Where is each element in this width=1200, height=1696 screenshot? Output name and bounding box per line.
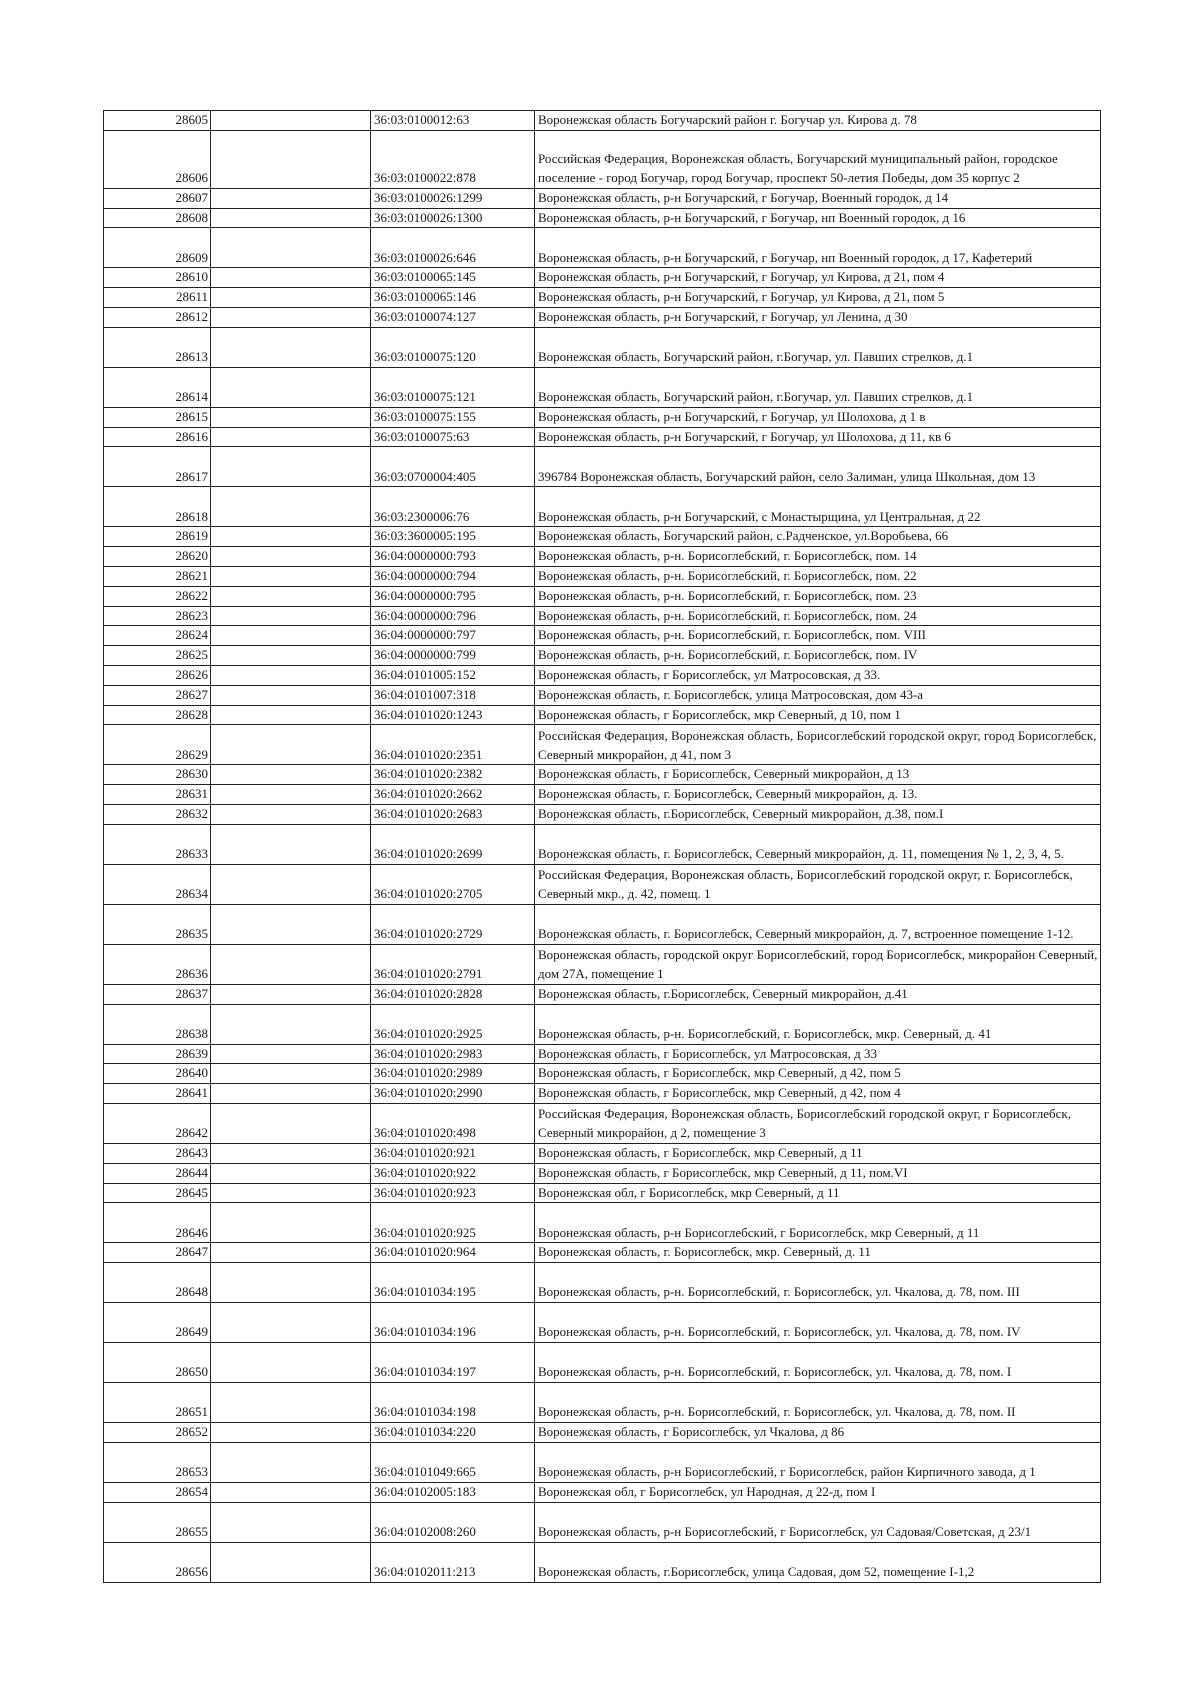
cadastral-number: 36:04:0101020:2791 — [371, 944, 535, 984]
address: Воронежская область, р-н. Борисоглебский, г. Борисоглебск, ул. Чкалова, д. 78, пом. IV — [535, 1303, 1101, 1343]
empty-cell — [211, 586, 371, 606]
empty-cell — [211, 1263, 371, 1303]
empty-cell — [211, 665, 371, 685]
address: Воронежская область, г. Борисоглебск, Северный микрорайон, д. 13. — [535, 785, 1101, 805]
empty-cell — [211, 765, 371, 785]
table-row — [104, 984, 1101, 1004]
row-number: 28652 — [104, 1423, 211, 1443]
cadastral-number: 36:03:0100075:120 — [371, 327, 535, 367]
empty-cell — [211, 327, 371, 367]
empty-cell — [211, 864, 371, 904]
table-row — [104, 407, 1101, 427]
row-number: 28655 — [104, 1502, 211, 1542]
row-number: 28644 — [104, 1163, 211, 1183]
empty-cell — [211, 606, 371, 626]
row-number: 28629 — [104, 725, 211, 765]
empty-cell — [211, 1383, 371, 1423]
address: Воронежская область, г Борисоглебск, мкр Северный, д 42, пом 5 — [535, 1064, 1101, 1084]
empty-cell — [211, 1482, 371, 1502]
row-number: 28645 — [104, 1183, 211, 1203]
table-row — [104, 665, 1101, 685]
table-row — [104, 1383, 1101, 1423]
cadastral-number: 36:03:0100026:1300 — [371, 208, 535, 228]
table-row — [104, 646, 1101, 666]
empty-cell — [211, 268, 371, 288]
row-number: 28619 — [104, 527, 211, 547]
empty-cell — [211, 1303, 371, 1343]
cadastral-number: 36:04:0000000:794 — [371, 566, 535, 586]
table-row — [104, 1343, 1101, 1383]
row-number: 28622 — [104, 586, 211, 606]
address: Воронежская область, г Борисоглебск, ул Матросовская, д 33. — [535, 665, 1101, 685]
cadastral-number: 36:04:0101020:2662 — [371, 785, 535, 805]
address: Воронежская область, г Борисоглебск, ул Чкалова, д 86 — [535, 1423, 1101, 1443]
empty-cell — [211, 646, 371, 666]
empty-cell — [211, 208, 371, 228]
empty-cell — [211, 1442, 371, 1482]
address: Воронежская область, р-н Богучарский, г Богучар, ул Кирова, д 21, пом 5 — [535, 288, 1101, 308]
address: Воронежская область, г Борисоглебск, мкр Северный, д 42, пом 4 — [535, 1084, 1101, 1104]
row-number: 28649 — [104, 1303, 211, 1343]
empty-cell — [211, 725, 371, 765]
address: Воронежская область, р-н. Борисоглебский, г. Борисоглебск, мкр. Северный, д. 41 — [535, 1004, 1101, 1044]
address: Воронежская область, Богучарский район, г.Богучар, ул. Павших стрелков, д.1 — [535, 327, 1101, 367]
row-number: 28618 — [104, 487, 211, 527]
address: Воронежская обл, г Борисоглебск, ул Народная, д 22-д, пом I — [535, 1482, 1101, 1502]
empty-cell — [211, 487, 371, 527]
empty-cell — [211, 904, 371, 944]
row-number: 28653 — [104, 1442, 211, 1482]
address: Воронежская область, г.Борисоглебск, Северный микрорайон, д.38, пом.I — [535, 804, 1101, 824]
table-row — [104, 1542, 1101, 1582]
empty-cell — [211, 705, 371, 725]
cadastral-number: 36:03:0100012:63 — [371, 111, 535, 131]
cadastral-number: 36:04:0101020:921 — [371, 1143, 535, 1163]
empty-cell — [211, 407, 371, 427]
address: Воронежская область, р-н Богучарский, г Богучар, нп Военный городок, д 17, Кафетерий — [535, 228, 1101, 268]
row-number: 28610 — [104, 268, 211, 288]
cadastral-number: 36:04:0000000:795 — [371, 586, 535, 606]
empty-cell — [211, 1044, 371, 1064]
cadastral-number: 36:04:0101034:220 — [371, 1423, 535, 1443]
row-number: 28612 — [104, 307, 211, 327]
cadastral-number: 36:04:0101020:2990 — [371, 1084, 535, 1104]
cadastral-number: 36:04:0101020:2983 — [371, 1044, 535, 1064]
table-row — [104, 1263, 1101, 1303]
table-row — [104, 1183, 1101, 1203]
table-row — [104, 1044, 1101, 1064]
empty-cell — [211, 447, 371, 487]
empty-cell — [211, 1542, 371, 1582]
cadastral-number: 36:04:0000000:799 — [371, 646, 535, 666]
address: Воронежская область, р-н. Борисоглебский, г. Борисоглебск, ул. Чкалова, д. 78, пом. I — [535, 1343, 1101, 1383]
empty-cell — [211, 228, 371, 268]
address: Воронежская область, р-н Богучарский, г Богучар, ул Ленина, д 30 — [535, 307, 1101, 327]
address: Воронежская область, р-н Богучарский, г Богучар, Военный городок, д 14 — [535, 188, 1101, 208]
address: Воронежская область, г Борисоглебск, ул Матросовская, д 33 — [535, 1044, 1101, 1064]
cadastral-number: 36:03:0100075:155 — [371, 407, 535, 427]
table-row — [104, 327, 1101, 367]
table-row — [104, 904, 1101, 944]
empty-cell — [211, 111, 371, 131]
cadastral-number: 36:03:0100065:146 — [371, 288, 535, 308]
row-number: 28635 — [104, 904, 211, 944]
row-number: 28643 — [104, 1143, 211, 1163]
cadastral-number: 36:04:0101020:922 — [371, 1163, 535, 1183]
table-row — [104, 864, 1101, 904]
empty-cell — [211, 427, 371, 447]
table-row — [104, 606, 1101, 626]
table-row — [104, 725, 1101, 765]
row-number: 28611 — [104, 288, 211, 308]
row-number: 28650 — [104, 1343, 211, 1383]
empty-cell — [211, 804, 371, 824]
address: Воронежская область, р-н Богучарский, с Монастырщина, ул Центральная, д 22 — [535, 487, 1101, 527]
address: Воронежская область, г.Борисоглебск, улица Садовая, дом 52, помещение I-1,2 — [535, 1542, 1101, 1582]
row-number: 28627 — [104, 685, 211, 705]
cadastral-number: 36:04:0101020:2705 — [371, 864, 535, 904]
row-number: 28624 — [104, 626, 211, 646]
cadastral-number: 36:04:0101020:1243 — [371, 705, 535, 725]
table-row — [104, 487, 1101, 527]
empty-cell — [211, 307, 371, 327]
cadastral-number: 36:04:0101020:2989 — [371, 1064, 535, 1084]
table-row — [104, 447, 1101, 487]
row-number: 28606 — [104, 130, 211, 188]
empty-cell — [211, 130, 371, 188]
address: Воронежская область, р-н. Борисоглебский, г. Борисоглебск, пом. IV — [535, 646, 1101, 666]
cadastral-number: 36:04:0101049:665 — [371, 1442, 535, 1482]
address: Воронежская область, р-н Богучарский, г Богучар, ул Шолохова, д 1 в — [535, 407, 1101, 427]
table-row — [104, 804, 1101, 824]
address: Российская Федерация, Воронежская область, Борисоглебский городской округ, г Борисоглебск, Северный микрорайон, д 2, помещение 3 — [535, 1103, 1101, 1143]
row-number: 28642 — [104, 1103, 211, 1143]
table-row — [104, 367, 1101, 407]
row-number: 28628 — [104, 705, 211, 725]
empty-cell — [211, 1163, 371, 1183]
address: Воронежская область, Богучарский район, г.Богучар, ул. Павших стрелков, д.1 — [535, 367, 1101, 407]
address: Воронежская область, г.Борисоглебск, Северный микрорайон, д.41 — [535, 984, 1101, 1004]
address: 396784 Воронежская область, Богучарский район, село Залиман, улица Школьная, дом 13 — [535, 447, 1101, 487]
empty-cell — [211, 1084, 371, 1104]
cadastral-number: 36:04:0101020:2729 — [371, 904, 535, 944]
row-number: 28641 — [104, 1084, 211, 1104]
table-row — [104, 586, 1101, 606]
address: Воронежская область, р-н. Борисоглебский, г. Борисоглебск, пом. 22 — [535, 566, 1101, 586]
address: Воронежская область, р-н. Борисоглебский, г. Борисоглебск, ул. Чкалова, д. 78, пом. II — [535, 1383, 1101, 1423]
row-number: 28632 — [104, 804, 211, 824]
cadastral-number: 36:04:0101007:318 — [371, 685, 535, 705]
address: Воронежская область, р-н. Борисоглебский, г. Борисоглебск, пом. 23 — [535, 586, 1101, 606]
row-number: 28648 — [104, 1263, 211, 1303]
cadastral-number: 36:03:0100074:127 — [371, 307, 535, 327]
row-number: 28623 — [104, 606, 211, 626]
table-row — [104, 1423, 1101, 1443]
row-number: 28638 — [104, 1004, 211, 1044]
registry-table — [103, 110, 1101, 1583]
table-row — [104, 1004, 1101, 1044]
table-row — [104, 307, 1101, 327]
address: Воронежская область, г. Борисоглебск, мкр. Северный, д. 11 — [535, 1243, 1101, 1263]
table-row — [104, 685, 1101, 705]
table-row — [104, 1243, 1101, 1263]
table-row — [104, 566, 1101, 586]
empty-cell — [211, 785, 371, 805]
empty-cell — [211, 685, 371, 705]
empty-cell — [211, 1423, 371, 1443]
table-row — [104, 1482, 1101, 1502]
row-number: 28640 — [104, 1064, 211, 1084]
cadastral-number: 36:03:0100065:145 — [371, 268, 535, 288]
table-row — [104, 427, 1101, 447]
empty-cell — [211, 566, 371, 586]
row-number: 28609 — [104, 228, 211, 268]
cadastral-number: 36:03:0100075:63 — [371, 427, 535, 447]
address: Воронежская область, г Борисоглебск, Северный микрорайон, д 13 — [535, 765, 1101, 785]
row-number: 28616 — [104, 427, 211, 447]
empty-cell — [211, 547, 371, 567]
row-number: 28634 — [104, 864, 211, 904]
table-row — [104, 785, 1101, 805]
address: Воронежская область, р-н Богучарский, г Богучар, нп Военный городок, д 16 — [535, 208, 1101, 228]
table-row — [104, 1203, 1101, 1243]
cadastral-number: 36:04:0101034:195 — [371, 1263, 535, 1303]
cadastral-number: 36:04:0000000:793 — [371, 547, 535, 567]
cadastral-number: 36:03:0100026:1299 — [371, 188, 535, 208]
row-number: 28621 — [104, 566, 211, 586]
cadastral-number: 36:04:0102008:260 — [371, 1502, 535, 1542]
cadastral-number: 36:04:0101020:964 — [371, 1243, 535, 1263]
empty-cell — [211, 1343, 371, 1383]
empty-cell — [211, 626, 371, 646]
cadastral-number: 36:04:0101020:2382 — [371, 765, 535, 785]
cadastral-number: 36:04:0101020:2828 — [371, 984, 535, 1004]
address: Воронежская область, городской округ Борисоглебский, город Борисоглебск, микрорайон Северный, дом 27А, помещение 1 — [535, 944, 1101, 984]
table-row — [104, 626, 1101, 646]
table-row — [104, 527, 1101, 547]
row-number: 28639 — [104, 1044, 211, 1064]
cadastral-number: 36:04:0101020:925 — [371, 1203, 535, 1243]
cadastral-number: 36:03:0700004:405 — [371, 447, 535, 487]
cadastral-number: 36:04:0101020:2925 — [371, 1004, 535, 1044]
table-row — [104, 111, 1101, 131]
empty-cell — [211, 188, 371, 208]
cadastral-number: 36:04:0101034:198 — [371, 1383, 535, 1423]
row-number: 28631 — [104, 785, 211, 805]
row-number: 28630 — [104, 765, 211, 785]
table-row — [104, 1064, 1101, 1084]
cadastral-number: 36:04:0102005:183 — [371, 1482, 535, 1502]
table-row — [104, 288, 1101, 308]
row-number: 28633 — [104, 824, 211, 864]
empty-cell — [211, 1064, 371, 1084]
cadastral-number: 36:03:0100026:646 — [371, 228, 535, 268]
empty-cell — [211, 1103, 371, 1143]
address: Воронежская область, г. Борисоглебск, улица Матросовская, дом 43-а — [535, 685, 1101, 705]
table-row — [104, 130, 1101, 188]
address: Воронежская область, г Борисоглебск, мкр Северный, д 11, пом.VI — [535, 1163, 1101, 1183]
table-row — [104, 268, 1101, 288]
row-number: 28654 — [104, 1482, 211, 1502]
row-number: 28626 — [104, 665, 211, 685]
address: Воронежская область, г Борисоглебск, мкр Северный, д 11 — [535, 1143, 1101, 1163]
row-number: 28647 — [104, 1243, 211, 1263]
row-number: 28625 — [104, 646, 211, 666]
cadastral-number: 36:04:0101034:196 — [371, 1303, 535, 1343]
address: Воронежская область, р-н. Борисоглебский, г. Борисоглебск, пом. VIII — [535, 626, 1101, 646]
row-number: 28637 — [104, 984, 211, 1004]
table-row — [104, 1143, 1101, 1163]
table-row — [104, 188, 1101, 208]
row-number: 28620 — [104, 547, 211, 567]
cadastral-number: 36:04:0101005:152 — [371, 665, 535, 685]
address: Воронежская область, р-н. Борисоглебский, г. Борисоглебск, пом. 14 — [535, 547, 1101, 567]
row-number: 28636 — [104, 944, 211, 984]
address: Воронежская область, р-н Борисоглебский, г Борисоглебск, ул Садовая/Советская, д 23/1 — [535, 1502, 1101, 1542]
empty-cell — [211, 984, 371, 1004]
table-row — [104, 765, 1101, 785]
address: Воронежская область, р-н. Борисоглебский, г. Борисоглебск, ул. Чкалова, д. 78, пом. III — [535, 1263, 1101, 1303]
cadastral-number: 36:04:0101020:498 — [371, 1103, 535, 1143]
table-row — [104, 1442, 1101, 1482]
empty-cell — [211, 944, 371, 984]
row-number: 28656 — [104, 1542, 211, 1582]
address: Воронежская область, Богучарский район, с.Радченское, ул.Воробьева, 66 — [535, 527, 1101, 547]
cadastral-number: 36:04:0000000:797 — [371, 626, 535, 646]
address: Воронежская область, г Борисоглебск, мкр Северный, д 10, пом 1 — [535, 705, 1101, 725]
empty-cell — [211, 1183, 371, 1203]
row-number: 28608 — [104, 208, 211, 228]
address: Воронежская обл, г Борисоглебск, мкр Северный, д 11 — [535, 1183, 1101, 1203]
table-row — [104, 1163, 1101, 1183]
cadastral-number: 36:03:0100022:878 — [371, 130, 535, 188]
empty-cell — [211, 1203, 371, 1243]
table-row — [104, 1084, 1101, 1104]
address: Воронежская область Богучарский район г. Богучар ул. Кирова д. 78 — [535, 111, 1101, 131]
row-number: 28651 — [104, 1383, 211, 1423]
row-number: 28646 — [104, 1203, 211, 1243]
address: Воронежская область, г. Борисоглебск, Северный микрорайон, д. 11, помещения № 1, 2, 3, 4, 5. — [535, 824, 1101, 864]
empty-cell — [211, 367, 371, 407]
row-number: 28615 — [104, 407, 211, 427]
table-row — [104, 208, 1101, 228]
cadastral-number: 36:03:3600005:195 — [371, 527, 535, 547]
table-row — [104, 228, 1101, 268]
empty-cell — [211, 1243, 371, 1263]
address: Воронежская область, г. Борисоглебск, Северный микрорайон, д. 7, встроенное помещение 1-12. — [535, 904, 1101, 944]
address: Воронежская область, р-н Богучарский, г Богучар, ул Шолохова, д 11, кв 6 — [535, 427, 1101, 447]
table-row — [104, 705, 1101, 725]
row-number: 28607 — [104, 188, 211, 208]
cadastral-number: 36:04:0102011:213 — [371, 1542, 535, 1582]
address: Российская Федерация, Воронежская область, Богучарский муниципальный район, городское поселение - город Богучар, город Богучар, проспект 50-летия Победы, дом 35 корпус 2 — [535, 130, 1101, 188]
cadastral-number: 36:04:0000000:796 — [371, 606, 535, 626]
table-row — [104, 824, 1101, 864]
address: Российская Федерация, Воронежская область, Борисоглебский городской округ, город Борисоглебск, Северный микрорайон, д 41, пом 3 — [535, 725, 1101, 765]
cadastral-number: 36:03:0100075:121 — [371, 367, 535, 407]
table-row — [104, 1303, 1101, 1343]
address: Воронежская область, р-н Борисоглебский, г Борисоглебск, район Кирпичного завода, д 1 — [535, 1442, 1101, 1482]
cadastral-number: 36:03:2300006:76 — [371, 487, 535, 527]
cadastral-number: 36:04:0101020:2683 — [371, 804, 535, 824]
empty-cell — [211, 1502, 371, 1542]
empty-cell — [211, 288, 371, 308]
row-number: 28614 — [104, 367, 211, 407]
row-number: 28613 — [104, 327, 211, 367]
empty-cell — [211, 1143, 371, 1163]
empty-cell — [211, 527, 371, 547]
address: Воронежская область, р-н Богучарский, г Богучар, ул Кирова, д 21, пом 4 — [535, 268, 1101, 288]
table-row — [104, 1502, 1101, 1542]
empty-cell — [211, 1004, 371, 1044]
table-row — [104, 944, 1101, 984]
row-number: 28605 — [104, 111, 211, 131]
table-row — [104, 547, 1101, 567]
registry-body — [104, 111, 1101, 1583]
table-row — [104, 1103, 1101, 1143]
address: Российская Федерация, Воронежская область, Борисоглебский городской округ, г. Борисоглебск, Северный мкр., д. 42, помещ. 1 — [535, 864, 1101, 904]
address: Воронежская область, р-н Борисоглебский, г Борисоглебск, мкр Северный, д 11 — [535, 1203, 1101, 1243]
cadastral-number: 36:04:0101034:197 — [371, 1343, 535, 1383]
cadastral-number: 36:04:0101020:923 — [371, 1183, 535, 1203]
cadastral-number: 36:04:0101020:2699 — [371, 824, 535, 864]
address: Воронежская область, р-н. Борисоглебский, г. Борисоглебск, пом. 24 — [535, 606, 1101, 626]
empty-cell — [211, 824, 371, 864]
row-number: 28617 — [104, 447, 211, 487]
cadastral-number: 36:04:0101020:2351 — [371, 725, 535, 765]
